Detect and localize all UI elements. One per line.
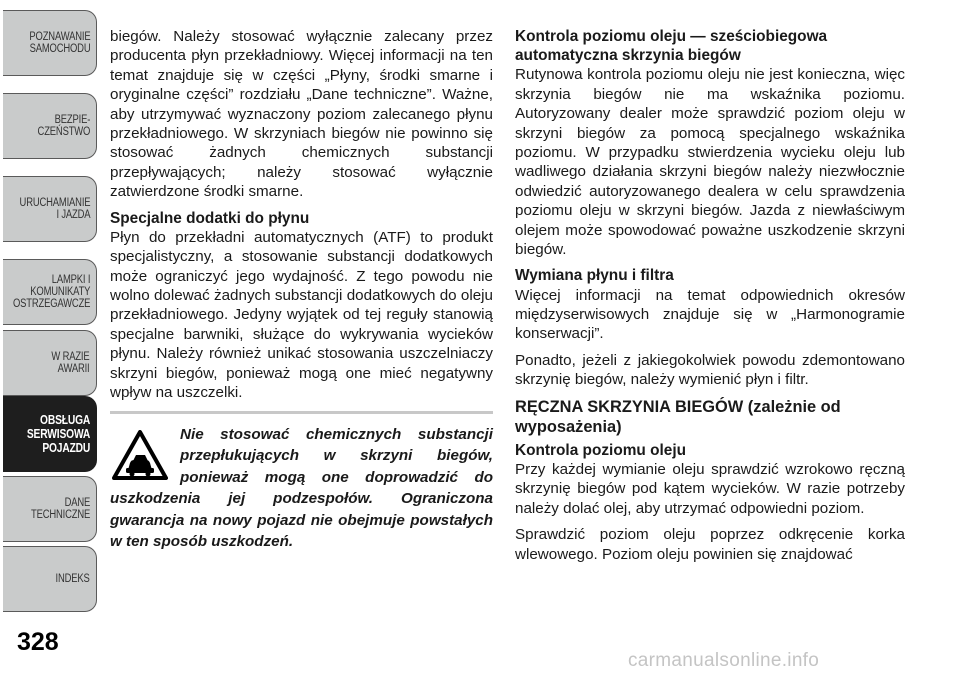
paragraph: Sprawdzić poziom oleju poprzez odkręcenie korka wlewowego. Poziom oleju powinien się znajdować bbox=[515, 526, 905, 563]
tab-lampki-i-komunikaty[interactable] bbox=[3, 259, 97, 325]
section-heading-fluid-change: Wymiana płynu i filtra bbox=[515, 267, 674, 285]
tab-obsluga-serwisowa[interactable] bbox=[3, 396, 97, 472]
section-heading-additives: Specjalne dodatki do płynu bbox=[110, 209, 310, 227]
warning-divider bbox=[110, 411, 493, 414]
warning-box bbox=[110, 424, 493, 553]
left-column bbox=[110, 27, 493, 553]
warning-text: Nie stosować chemicznych substancji przepłukujących w skrzyni biegów, ponieważ mogą one doprowadzić do uszkodzenia jej podzespołów. Ograniczona gwarancja na nowy pojazd nie obejmuje powstałych w ten sposób uszkodzeń. bbox=[110, 425, 493, 551]
tab-label: POZNAWANIE SAMOCHODU bbox=[28, 31, 90, 55]
paragraph: Ponadto, jeżeli z jakiegokolwiek powodu zdemontowano skrzynię biegów, należy wymienić płyn i filtr. bbox=[515, 351, 905, 389]
car-warning-triangle-icon bbox=[112, 430, 168, 480]
section-heading-manual-gearbox: RĘCZNA SKRZYNIA BIEGÓW (zależnie od wyposażenia) bbox=[515, 397, 841, 436]
paragraph: Przy każdej wymianie oleju sprawdzić wzrokowo ręczną skrzynię biegów pod kątem wycieków. W razie potrzeby należy dolać olej, aby utrzymać odpowiedni poziom. bbox=[515, 460, 905, 517]
tab-label: INDEKS bbox=[55, 573, 90, 585]
paragraph: Płyn do przekładni automatycznych (ATF) to produkt specjalistyczny, a stosowanie substancji dodatkowych może ograniczyć jego wydajność. Z tego powodu nie wolno dolewać żadnych substancji dodatkowych do oleju przekładniowego. Jedyny wyjątek od tej reguły stanowią specjalne barwniki, służące do wykrywania wycieków płynu. Należy również unikać stosowania uszczelniaczy skrzyni biegów, ponieważ mogą one mieć negatywny wpływ na uszczelki. bbox=[110, 228, 493, 402]
paragraph: Rutynowa kontrola poziomu oleju nie jest konieczna, więc skrzynia biegów nie ma wskaźnika poziomu. Autoryzowany dealer może sprawdzić poziom oleju w skrzyni biegów za pomocą specjalnego wskaźnika poziomu. W przypadku stwierdzenia wycieku oleju lub wadliwego działania skrzyni biegów należy niezwłocznie odwiedzić autoryzowanego dealera w celu sprawdzenia poziomu oleju w skrzyni biegów. Jazda z niewłaściwym olejem może spowodować poważne uszkodzenie skrzyni biegów. bbox=[515, 66, 905, 259]
tab-label: DANE TECHNICZNE bbox=[30, 497, 90, 521]
right-column bbox=[515, 27, 905, 571]
tab-uruchamianie-i-jazda[interactable] bbox=[3, 176, 97, 242]
page-number: 328 bbox=[17, 628, 59, 656]
tab-dane-techniczne[interactable] bbox=[3, 476, 97, 542]
tab-label: W RAZIE AWARII bbox=[51, 351, 90, 375]
section-heading-manual-oil-check: Kontrola poziomu oleju bbox=[515, 441, 686, 459]
tab-poznawanie-samochodu[interactable] bbox=[3, 10, 97, 76]
tab-indeks[interactable] bbox=[3, 546, 97, 612]
section-heading-oil-check: Kontrola poziomu oleju — sześciobiegowa automatyczna skrzynia biegów bbox=[515, 28, 828, 65]
tab-bezpieczenstwo[interactable] bbox=[3, 93, 97, 159]
paragraph: biegów. Należy stosować wyłącznie zalecany przez producenta płyn przekładniowy. Więcej informacji na ten temat znajduje się w części „Płyny, środki smarne i oryginalne części” rozdziału „Dane techniczne”. Ważne, aby utrzymywać wyznaczony poziom zalecanego płynu przekładniowego. W skrzyniach biegów nie powinno się stosować żadnych chemicznych substancji przepływających; należy stosować wyłącznie zatwierdzone środki smarne. bbox=[110, 28, 493, 201]
tab-label: OBSŁUGA SERWISOWA POJAZDU bbox=[26, 413, 90, 455]
tab-w-razie-awarii[interactable] bbox=[3, 330, 97, 396]
chapter-tabs bbox=[0, 0, 100, 678]
tab-label: LAMPKI I KOMUNIKATY OSTRZEGAWCZE bbox=[12, 274, 91, 310]
watermark: carmanualsonline.info bbox=[628, 650, 820, 671]
paragraph: Więcej informacji na temat odpowiednich okresów międzyserwisowych znajduje się w „Harmonogramie konserwacji”. bbox=[515, 286, 905, 343]
tab-label: URUCHAMIANIE I JAZDA bbox=[19, 197, 90, 221]
tab-label: BEZPIE- CZEŃSTWO bbox=[37, 114, 90, 138]
